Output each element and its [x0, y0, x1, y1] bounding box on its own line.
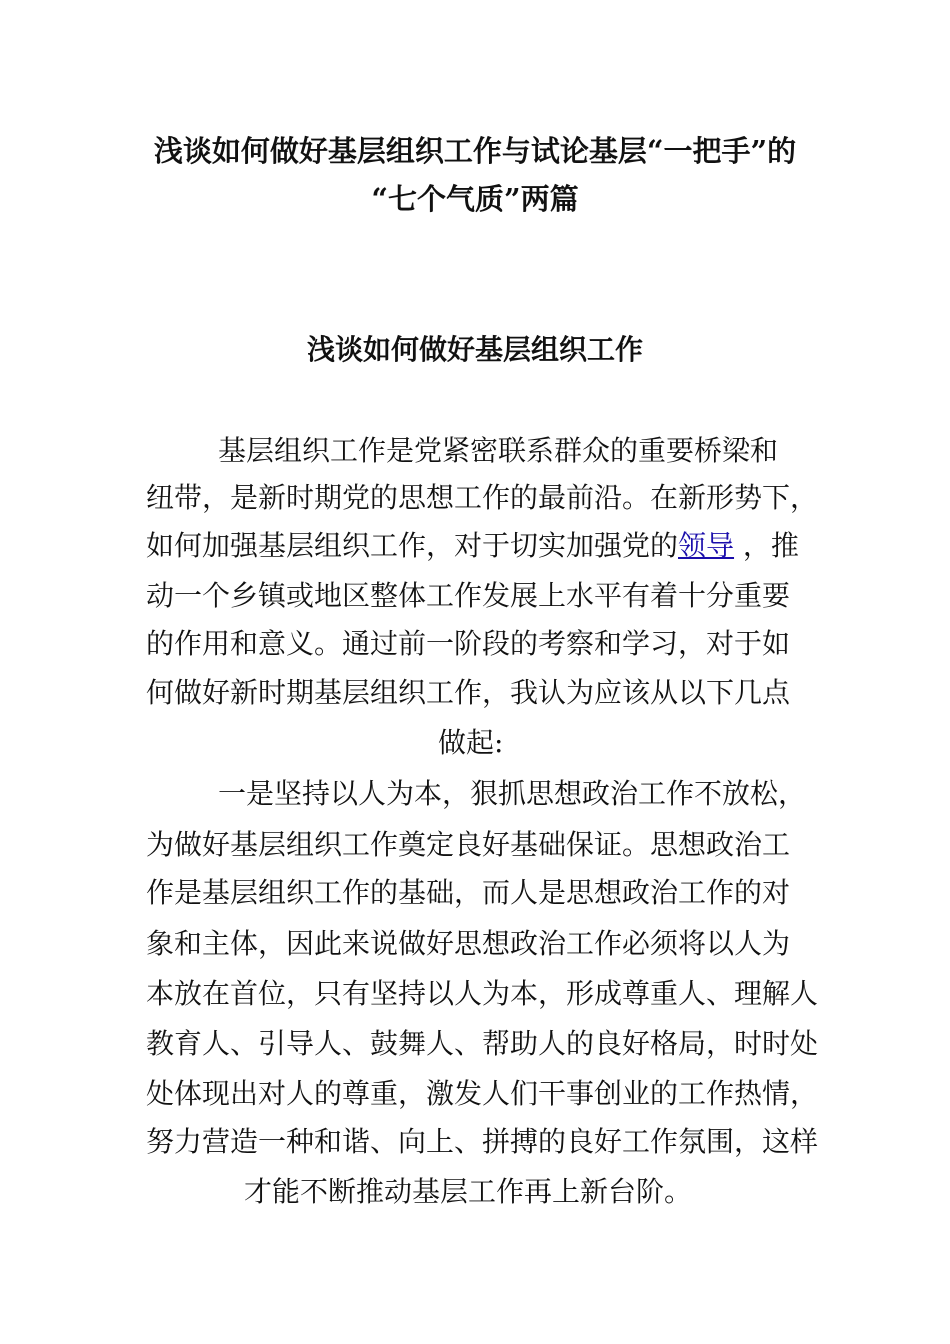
- paragraph-2-line-5: 本放在首位，只有坚持以人为本，形成尊重人、理解人: [146, 977, 819, 1010]
- paragraph-1-line-3-text-b: ，推: [734, 529, 799, 562]
- paragraph-1-line-1: 基层组织工作是党紧密联系群众的重要桥梁和: [218, 434, 779, 467]
- paragraph-1-line-7: 做起:: [438, 726, 504, 759]
- paragraph-1-line-3: [146, 524, 799, 568]
- section-title: 浅谈如何做好基层组织工作: [306, 333, 643, 366]
- paragraph-2-line-2: 为做好基层组织工作奠定良好基础保证。思想政治工: [146, 828, 791, 861]
- paragraph-2-line-8: 努力营造一种和谐、向上、拼搏的良好工作氛围，这样: [146, 1125, 819, 1158]
- document-title-line-2: “七个气质”两篇: [371, 182, 579, 216]
- paragraph-2-line-3: 作是基层组织工作的基础，而人是思想政治工作的对: [146, 876, 791, 909]
- paragraph-1-line-4: 动一个乡镇或地区整体工作发展上水平有着十分重要: [146, 579, 791, 612]
- paragraph-2-line-7: 处体现出对人的尊重，激发人们干事创业的工作热情，: [146, 1077, 819, 1110]
- paragraph-2-line-4: 象和主体，因此来说做好思想政治工作必须将以人为: [146, 927, 791, 960]
- paragraph-2-line-9: 才能不断推动基层工作再上新台阶。: [244, 1175, 693, 1208]
- paragraph-2-line-1: 一是坚持以人为本，狠抓思想政治工作不放松，: [218, 777, 807, 810]
- paragraph-1-line-3-text-a: 如何加强基层组织工作，对于切实加强党的: [146, 529, 679, 562]
- paragraph-1-line-5: 的作用和意义。通过前一阶段的考察和学习，对于如: [146, 627, 791, 660]
- leadership-link[interactable]: 领导: [678, 529, 735, 562]
- document-title-line-1: 浅谈如何做好基层组织工作与试论基层“一把手”的: [153, 134, 797, 168]
- paragraph-1-line-6: 何做好新时期基层组织工作，我认为应该从以下几点: [146, 676, 791, 709]
- paragraph-2-line-6: 教育人、引导人、鼓舞人、帮助人的良好格局，时时处: [146, 1027, 819, 1060]
- paragraph-1-line-2: 纽带，是新时期党的思想工作的最前沿。在新形势下，: [146, 481, 819, 514]
